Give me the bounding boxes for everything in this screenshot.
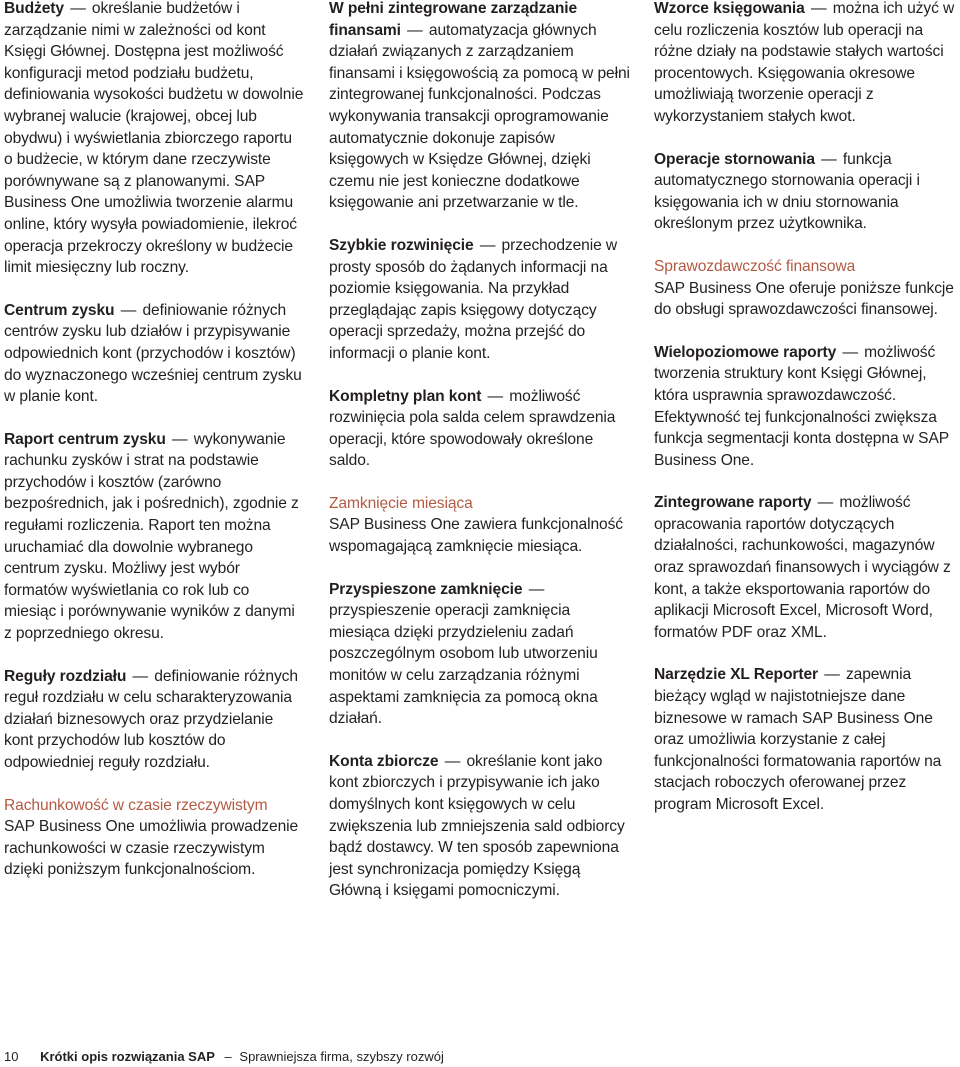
definition-paragraph bbox=[329, 0, 633, 214]
em-dash: — bbox=[479, 236, 496, 254]
term-heading: Wzorce księgowania bbox=[654, 0, 805, 17]
em-dash: — bbox=[821, 150, 837, 168]
em-dash: — bbox=[817, 494, 834, 512]
em-dash: — bbox=[407, 21, 423, 39]
section-paragraph bbox=[654, 256, 958, 321]
footer-subtitle: Sprawniejsza firma, szybszy rozwój bbox=[239, 1049, 444, 1064]
em-dash: — bbox=[842, 343, 858, 361]
term-heading: Reguły rozdziału bbox=[4, 667, 127, 685]
section-heading: Sprawozdawczość finansowa bbox=[654, 257, 856, 275]
section-paragraph bbox=[329, 493, 633, 558]
definition-text: definiowanie różnych reguł rozdziału w celu scharakteryzowania działań biznesowych oraz przydzielanie kont przychodów lub kosztów do odpowiedniej reguły rozdziału. bbox=[4, 667, 298, 771]
section-heading: Zamknięcie miesiąca bbox=[329, 494, 473, 512]
section-text: SAP Business One oferuje poniższe funkcje do obsługi sprawozdawczości finansowej. bbox=[654, 279, 954, 319]
definition-paragraph bbox=[4, 300, 304, 408]
definition-text: określanie kont jako kont zbiorczych i przypisywanie ich jako domyślnych kont księgowych w celu zwiększenia lub zmniejszenia sald odbiorcy bądź dostawcy. W ten sposób zapewniona jest synchronizacja pomiędzy Księgą Główną i księgami pomocniczymi. bbox=[329, 752, 625, 900]
em-dash: — bbox=[528, 580, 545, 598]
term-heading: Szybkie rozwinięcie bbox=[329, 236, 474, 254]
definition-text: określanie budżetów i zarządzanie nimi w zależności od kont Księgi Głównej. Dostępna jest możliwość konfiguracji metod podziału budżetu, definiowania wysokości budżetu w dowolnie wybranej walucie (krajowej, obcej lub obydwu) i wyświetlania zbiorczego raportu o budżecie, w którym dane rzeczywiste porównywane są z planowanymi. SAP Business One umożliwia tworzenie alarmu online, który wysyła powiadomienie, ilekroć operacja przekroczy określony w budżecie limit miesięczny lub roczny. bbox=[4, 0, 304, 277]
term-heading: Raport centrum zysku bbox=[4, 430, 166, 448]
definition-text: funkcja automatycznego stornowania operacji i księgowania ich w dniu stornowania określonym przez użytkownika. bbox=[654, 150, 920, 233]
term-heading: Zintegrowane raporty bbox=[654, 494, 812, 512]
em-dash: — bbox=[70, 0, 86, 17]
footer-dash: – bbox=[224, 1049, 232, 1064]
em-dash: — bbox=[824, 666, 840, 684]
column-1 bbox=[4, 0, 304, 902]
definition-text: wykonywanie rachunku zysków i strat na podstawie przychodów i kosztów (zarówno bezpośrednich, jak i pośrednich), zgodnie z regułami rozliczenia. Raport ten można uruchamiać dla dowolnie wybranego centrum zysku. Możliwy jest wybór formatów wyświetlania co rok lub co miesiąc i porównywanie wyników z danymi z poprzedniego okresu. bbox=[4, 430, 299, 643]
column-2 bbox=[329, 0, 633, 923]
section-text: SAP Business One zawiera funkcjonalność wspomagającą zamknięcie miesiąca. bbox=[329, 516, 623, 556]
term-heading: Budżety bbox=[4, 0, 64, 17]
definition-paragraph bbox=[4, 666, 304, 774]
definition-paragraph bbox=[4, 429, 304, 645]
definition-text: możliwość rozwinięcia pola salda celem sprawdzenia operacji, które spowodowały określone saldo. bbox=[329, 387, 616, 470]
term-heading: Wielopoziomowe raporty bbox=[654, 343, 837, 361]
definition-text: zapewnia bieżący wgląd w najistotniejsze dane biznesowe w ramach SAP Business One oraz umożliwia korzystanie z całej funkcjonalności formatowania raportów na stacjach roboczych oferowanej przez program Microsoft Excel. bbox=[654, 666, 942, 813]
em-dash: — bbox=[132, 667, 149, 685]
definition-text: przechodzenie w prosty sposób do żądanych informacji na poziomie księgowania. Na przykład przeglądając zapis księgowy dotyczący operacji sprzedaży, można przejść do informacji o planie kont. bbox=[329, 236, 618, 362]
em-dash: — bbox=[810, 0, 827, 17]
definition-paragraph bbox=[329, 386, 633, 472]
definition-paragraph bbox=[654, 149, 958, 235]
definition-text: przyspieszenie operacji zamknięcia miesiąca dzięki przydzieleniu zadań poszczególnym osobom lub utworzeniu monitów w celu zarządzania różnymi aspektami zamknięcia za pomocą okna działań. bbox=[329, 602, 598, 728]
definition-text: automatyzacja głównych działań związanych z zarządzaniem finansami i księgowością za pomocą w pełni zintegrowanej funkcjonalności. Podczas wykonywania transakcji oprogramowanie automatycznie dokonuje zapisów księgowych w Księdze Głównej, dzięki czemu nie jest konieczne dodatkowe księgowanie ani przetwarzanie w tle. bbox=[329, 21, 630, 212]
definition-paragraph bbox=[654, 342, 958, 472]
definition-paragraph bbox=[4, 0, 304, 279]
term-heading: Centrum zysku bbox=[4, 301, 115, 319]
definition-paragraph bbox=[654, 0, 958, 128]
em-dash: — bbox=[172, 430, 188, 448]
definition-paragraph bbox=[654, 664, 958, 815]
definition-text: możliwość tworzenia struktury kont Księgi Głównej, która usprawnia sprawozdawczość. Efektywność tej funkcjonalności zwiększa funkcja segmentacji konta dostępna w SAP Business One. bbox=[654, 343, 949, 469]
definition-paragraph bbox=[329, 751, 633, 902]
term-heading: Przyspieszone zamknięcie bbox=[329, 580, 523, 598]
definition-text: możliwość opracowania raportów dotyczących działalności, rachunkowości, magazynów oraz sprawozdań finansowych i wyciągów z kont, a także eksportowania raportów do aplikacji Microsoft Excel, Microsoft Word, formatów PDF oraz XML. bbox=[654, 494, 951, 641]
page-footer bbox=[4, 1049, 444, 1065]
column-3 bbox=[654, 0, 958, 837]
footer-doc-title: Krótki opis rozwiązania SAP bbox=[40, 1049, 215, 1064]
definition-text: definiowanie różnych centrów zysku lub działów i przypisywanie odpowiednich kont (przychodów i kosztów) do wyznaczonego wcześniej centrum zysku w planie kont. bbox=[4, 301, 302, 406]
section-paragraph bbox=[4, 795, 304, 881]
section-text: SAP Business One umożliwia prowadzenie rachunkowości w czasie rzeczywistym dzięki poniższym funkcjonalnościom. bbox=[4, 818, 299, 879]
em-dash: — bbox=[120, 301, 137, 319]
em-dash: — bbox=[487, 387, 504, 405]
definition-text: można ich użyć w celu rozliczenia kosztów lub operacji na różne działy na podstawie stałych wartości procentowych. Księgowania okresowe umożliwiają tworzenie operacji z wykorzystaniem stałych kwot. bbox=[654, 0, 955, 125]
term-heading: W pełni zintegrowane zarządzanie finansami bbox=[329, 0, 578, 39]
term-heading: Kompletny plan kont bbox=[329, 387, 482, 405]
section-heading: Rachunkowość w czasie rzeczywistym bbox=[4, 796, 268, 814]
definition-paragraph bbox=[329, 579, 633, 730]
page-number: 10 bbox=[4, 1049, 19, 1064]
em-dash: — bbox=[444, 752, 461, 770]
term-heading: Konta zbiorcze bbox=[329, 752, 439, 770]
definition-paragraph bbox=[654, 492, 958, 643]
term-heading: Narzędzie XL Reporter bbox=[654, 666, 818, 684]
term-heading: Operacje stornowania bbox=[654, 150, 815, 168]
definition-paragraph bbox=[329, 235, 633, 365]
